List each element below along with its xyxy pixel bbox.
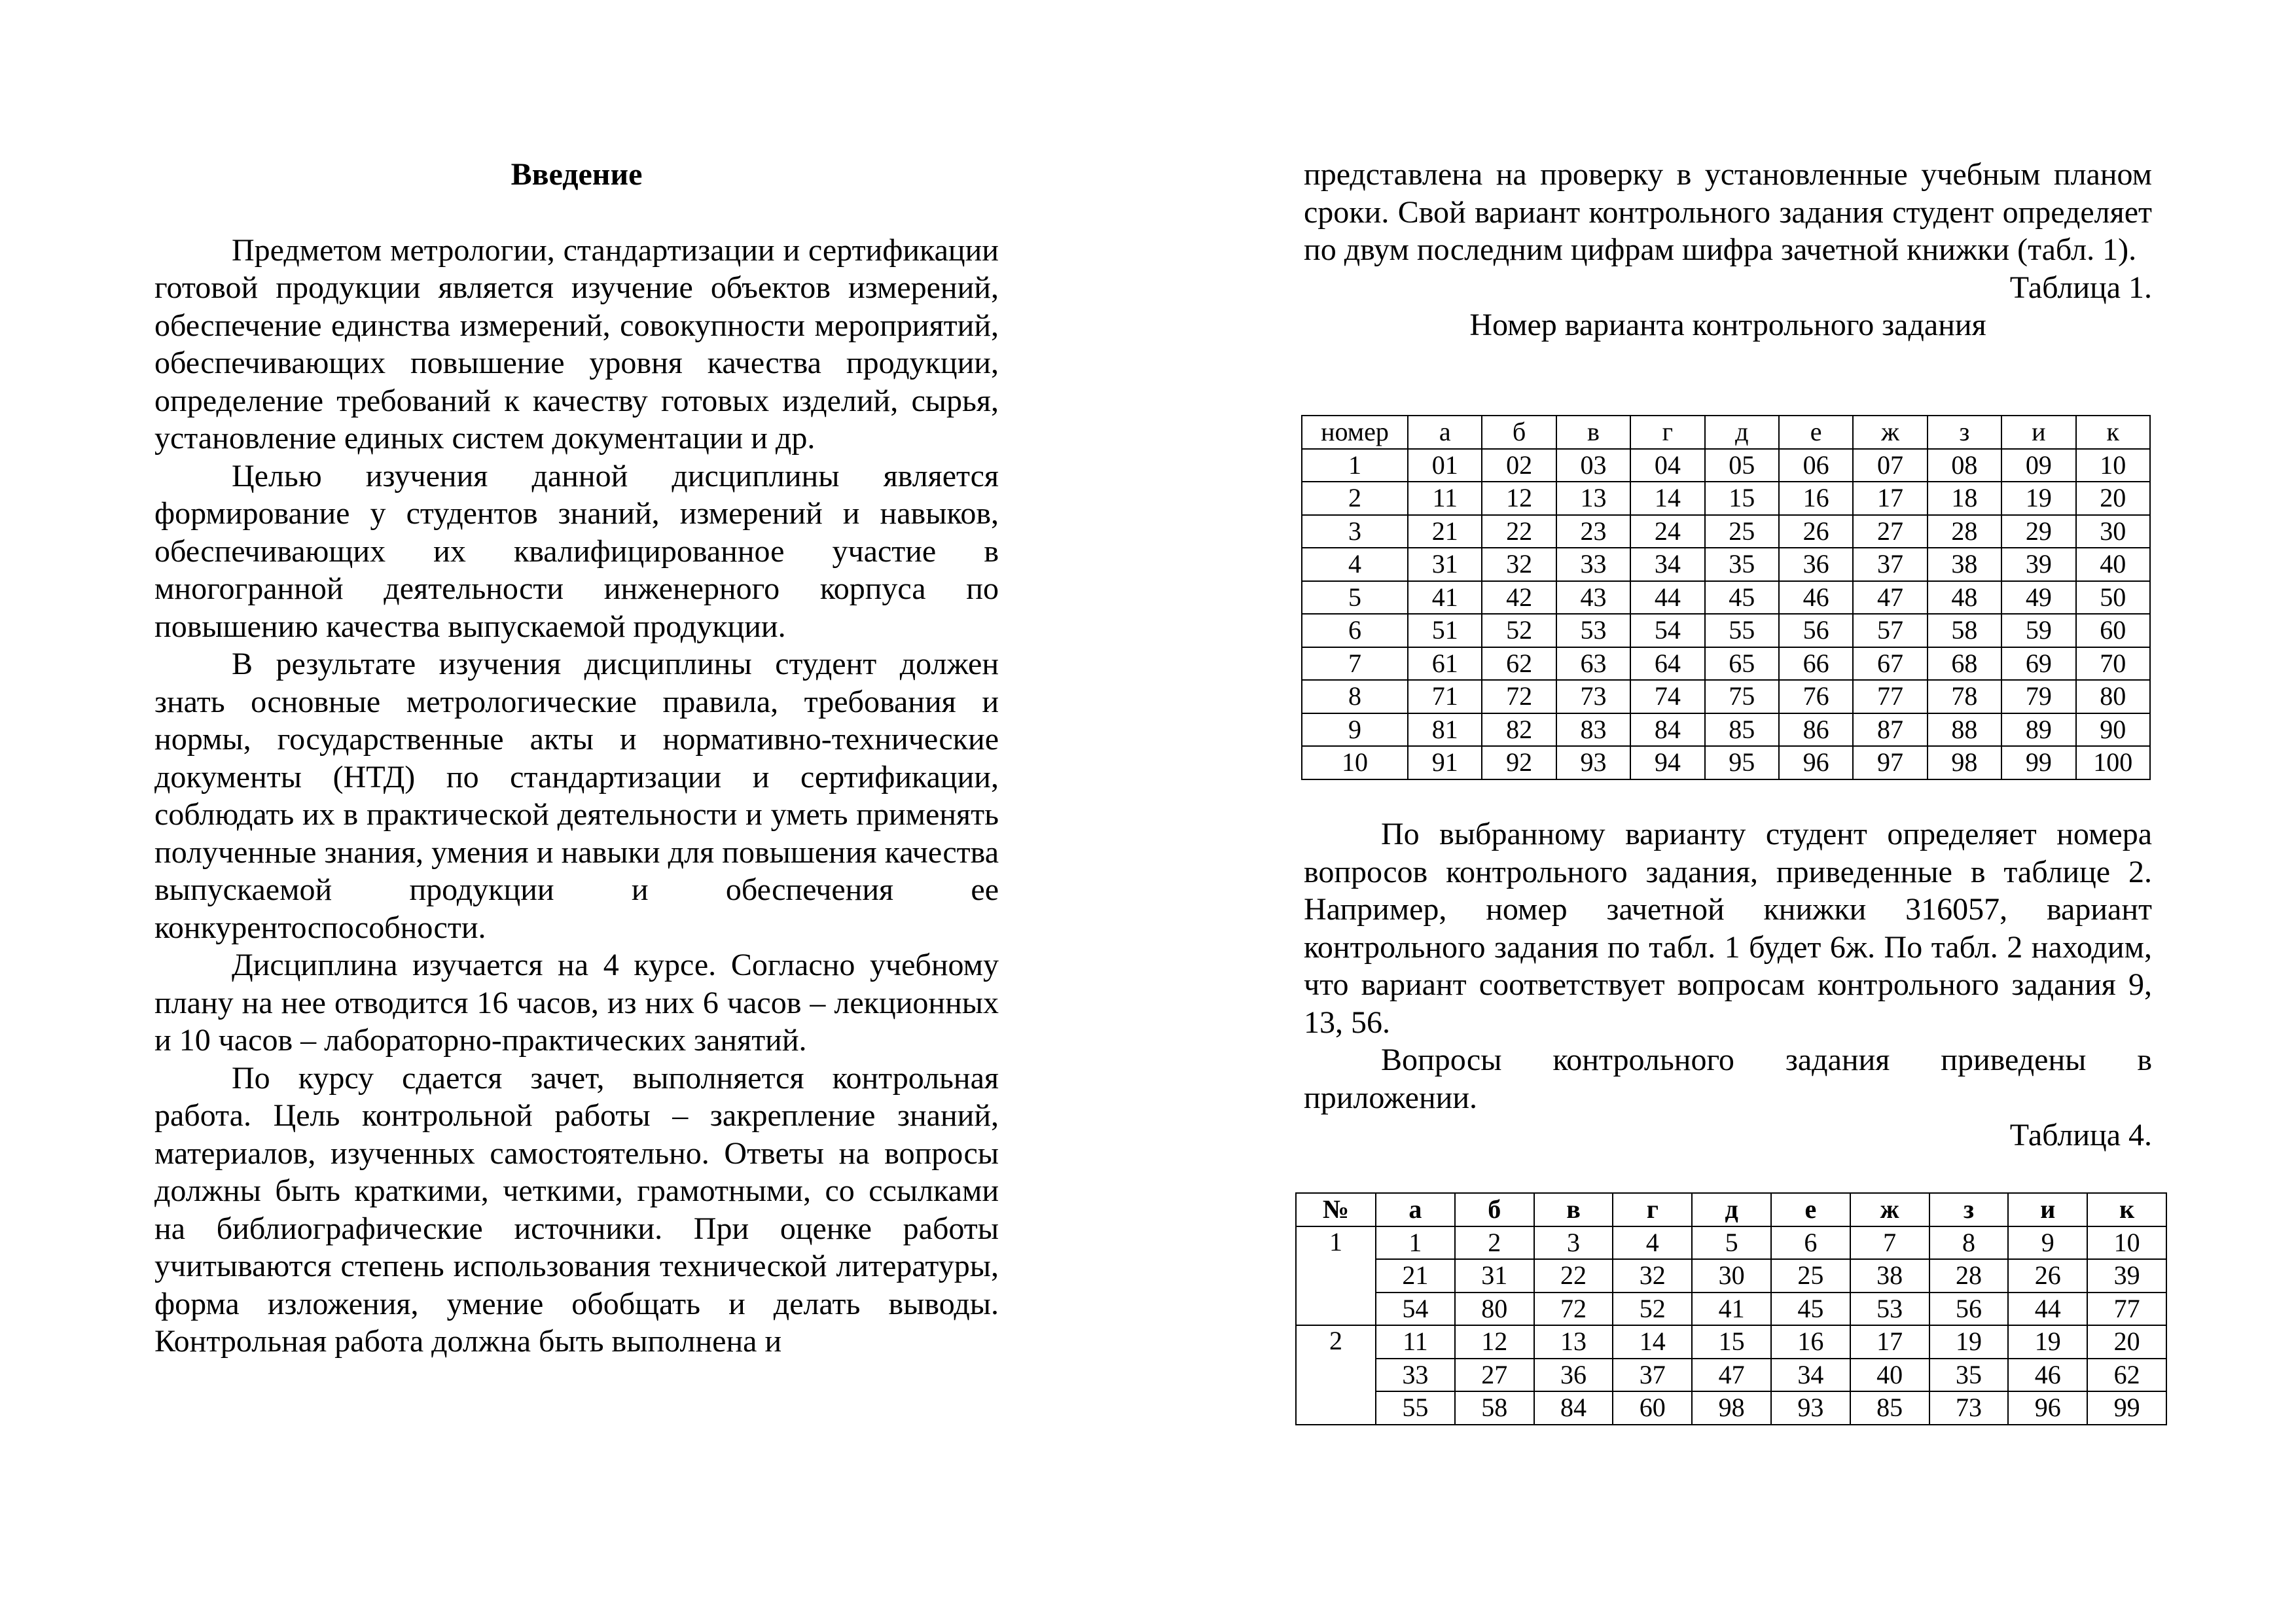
question-cell: 98 [1692,1391,1771,1425]
variant-cell: 100 [2076,746,2150,779]
table-row [1302,581,2150,615]
left-column [154,156,999,1361]
question-cell: 38 [1850,1259,1929,1293]
row-number-cell: 8 [1302,680,1408,713]
variant-cell: 31 [1408,548,1482,581]
variant-number-table [1301,415,2151,780]
question-cell: 3 [1534,1226,1613,1260]
variant-cell: 20 [2076,482,2150,515]
paragraph-choice: По выбранному варианту студент определяет номера вопросов контрольного задания, приведенные в таблице 2. Например, номер зачетной книжки 316057, вариант контрольного задания по табл. 1 будет 6ж. По табл. 2 находим, что вариант соответствует вопросам контрольного задания 9, 13, 56. [1304,817,2152,1040]
variant-cell: 50 [2076,581,2150,615]
group-number-cell: 2 [1296,1325,1376,1425]
variant-cell: 54 [1630,614,1704,647]
question-cell: 5 [1692,1226,1771,1260]
paragraph-hours: Дисциплина изучается на 4 курсе. Согласно учебному плану на нее отводится 16 часов, из них 6 часов – лекционных и 10 часов – лабораторно-практических занятий. [154,948,999,1058]
variant-cell: 63 [1556,647,1630,681]
variant-cell: 18 [1928,482,2001,515]
table4-header-cell: е [1771,1193,1850,1226]
variant-cell: 30 [2076,515,2150,548]
variant-cell: 78 [1928,680,2001,713]
table-row [1302,482,2150,515]
variant-cell: 92 [1482,746,1556,779]
table-row [1296,1391,2166,1425]
variant-cell: 75 [1705,680,1779,713]
variant-cell: 49 [2001,581,2075,615]
variant-cell: 95 [1705,746,1779,779]
question-cell: 11 [1376,1325,1455,1359]
variant-cell: 27 [1853,515,1927,548]
question-cell: 1 [1376,1226,1455,1260]
variant-cell: 11 [1408,482,1482,515]
table1-label: Таблица 1. [2009,270,2152,305]
question-cell: 52 [1613,1293,1692,1326]
right-column-top [1304,156,2152,344]
question-cell: 60 [1613,1391,1692,1425]
variant-cell: 83 [1556,713,1630,747]
variant-cell: 28 [1928,515,2001,548]
variant-cell: 16 [1779,482,1853,515]
question-cell: 33 [1376,1359,1455,1392]
variant-cell: 87 [1853,713,1927,747]
table4-header-cell: в [1534,1193,1613,1226]
question-cell: 96 [2008,1391,2087,1425]
variant-cell: 80 [2076,680,2150,713]
variant-cell: 45 [1705,581,1779,615]
variant-cell: 62 [1482,647,1556,681]
table-row [1302,680,2150,713]
question-cell: 56 [1929,1293,2009,1326]
variant-cell: 69 [2001,647,2075,681]
variant-cell: 22 [1482,515,1556,548]
question-cell: 34 [1771,1359,1850,1392]
table1-caption: Номер варианта контрольного задания [1469,308,1986,342]
table-row [1302,746,2150,779]
variant-cell: 77 [1853,680,1927,713]
question-cell: 19 [2008,1325,2087,1359]
variant-cell: 73 [1556,680,1630,713]
table4-body [1296,1226,2166,1425]
variant-cell: 93 [1556,746,1630,779]
question-cell: 7 [1850,1226,1929,1260]
variant-cell: 56 [1779,614,1853,647]
variant-cell: 68 [1928,647,2001,681]
variant-cell: 29 [2001,515,2075,548]
variant-cell: 21 [1408,515,1482,548]
variant-cell: 72 [1482,680,1556,713]
variant-cell: 76 [1779,680,1853,713]
variant-cell: 43 [1556,581,1630,615]
variant-cell: 35 [1705,548,1779,581]
question-cell: 45 [1771,1293,1850,1326]
table4-header-cell: к [2087,1193,2166,1226]
variant-cell: 24 [1630,515,1704,548]
question-cell: 47 [1692,1359,1771,1392]
question-cell: 20 [2087,1325,2166,1359]
variant-cell: 04 [1630,449,1704,482]
variant-cell: 57 [1853,614,1927,647]
table4-header-cell: а [1376,1193,1455,1226]
question-cell: 44 [2008,1293,2087,1326]
variant-cell: 46 [1779,581,1853,615]
question-cell: 55 [1376,1391,1455,1425]
question-cell: 25 [1771,1259,1850,1293]
variant-cell: 97 [1853,746,1927,779]
variant-cell: 10 [2076,449,2150,482]
variant-cell: 58 [1928,614,2001,647]
question-cell: 10 [2087,1226,2166,1260]
paragraph-subject: Предметом метрологии, стандартизации и сертификации готовой продукции является изучение объектов измерений, обеспечение единства измерений, совокупности мероприятий, обеспечивающих повышение уровня качества продукции, определение требований к качеству готовых изделий, сырья, установление единых систем документации и др. [154,232,999,455]
variant-cell: 19 [2001,482,2075,515]
variant-cell: 01 [1408,449,1482,482]
paragraph-goal: Целью изучения данной дисциплины является формирование у студентов знаний, измерений и навыков, обеспечивающих их квалифицированное участие в многогранной деятельности инженерного корпуса по повышению качества выпускаемой продукции. [154,458,999,644]
paragraph-intro: представлена на проверку в установленные учебным планом сроки. Свой вариант контрольного задания студент определяет по двум последним цифрам шифра зачетной книжки (табл. 1). [1304,157,2152,267]
variant-cell: 82 [1482,713,1556,747]
question-cell: 37 [1613,1359,1692,1392]
table-row [1302,548,2150,581]
variant-cell: 26 [1779,515,1853,548]
question-cell: 28 [1929,1259,2009,1293]
variant-cell: 47 [1853,581,1927,615]
table4-header-cell: з [1929,1193,2009,1226]
variant-cell: 02 [1482,449,1556,482]
paragraph-assessment: По курсу сдается зачет, выполняется контрольная работа. Цель контрольной работы – закрепление знаний, материалов, изученных самостоятельно. Ответы на вопросы должны быть краткими, четкими, грамотными, со ссылками на библиографические источники. При оценке работы учитываются степень использования технической литературы, форма изложения, умение обобщать и делать выводы. Контрольная работа должна быть выполнена и [154,1060,999,1359]
question-cell: 62 [2087,1359,2166,1392]
row-number-cell: 7 [1302,647,1408,681]
row-number-cell: 2 [1302,482,1408,515]
variant-cell: 74 [1630,680,1704,713]
variant-cell: 39 [2001,548,2075,581]
row-number-cell: 6 [1302,614,1408,647]
table4-header-cell: г [1613,1193,1692,1226]
question-cell: 77 [2087,1293,2166,1326]
question-numbers-table [1295,1192,2167,1425]
question-cell: 46 [2008,1359,2087,1392]
question-cell: 80 [1455,1293,1534,1326]
variant-cell: 67 [1853,647,1927,681]
variant-cell: 03 [1556,449,1630,482]
variant-cell: 70 [2076,647,2150,681]
question-cell: 2 [1455,1226,1534,1260]
question-cell: 39 [2087,1259,2166,1293]
table1-header-cell: номер [1302,416,1408,449]
table-row [1296,1325,2166,1359]
variant-cell: 51 [1408,614,1482,647]
table1-header-cell: в [1556,416,1630,449]
table1-header-cell: а [1408,416,1482,449]
variant-cell: 14 [1630,482,1704,515]
question-cell: 22 [1534,1259,1613,1293]
variant-cell: 64 [1630,647,1704,681]
question-cell: 41 [1692,1293,1771,1326]
variant-cell: 48 [1928,581,2001,615]
variant-cell: 13 [1556,482,1630,515]
variant-cell: 12 [1482,482,1556,515]
row-number-cell: 4 [1302,548,1408,581]
paragraph-questions: Вопросы контрольного задания приведены в приложении. [1304,1043,2152,1115]
question-cell: 54 [1376,1293,1455,1326]
question-cell: 32 [1613,1259,1692,1293]
variant-cell: 32 [1482,548,1556,581]
variant-cell: 60 [2076,614,2150,647]
question-cell: 26 [2008,1259,2087,1293]
table-row [1302,647,2150,681]
variant-cell: 53 [1556,614,1630,647]
variant-cell: 23 [1556,515,1630,548]
table4-label: Таблица 4. [2009,1118,2152,1152]
table1-header-cell: е [1779,416,1853,449]
question-cell: 30 [1692,1259,1771,1293]
question-cell: 35 [1929,1359,2009,1392]
question-cell: 58 [1455,1391,1534,1425]
table1-header-cell: ж [1853,416,1927,449]
question-cell: 21 [1376,1259,1455,1293]
variant-cell: 90 [2076,713,2150,747]
question-cell: 9 [2008,1226,2087,1260]
table-row [1302,713,2150,747]
question-cell: 8 [1929,1226,2009,1260]
row-number-cell: 1 [1302,449,1408,482]
row-number-cell: 10 [1302,746,1408,779]
right-column-middle [1304,815,2152,1154]
table4-header-cell: д [1692,1193,1771,1226]
variant-cell: 34 [1630,548,1704,581]
table1-body [1302,449,2150,779]
variant-cell: 61 [1408,647,1482,681]
variant-cell: 79 [2001,680,2075,713]
variant-cell: 15 [1705,482,1779,515]
table4-header-cell: № [1296,1193,1376,1226]
variant-cell: 40 [2076,548,2150,581]
question-cell: 53 [1850,1293,1929,1326]
variant-cell: 17 [1853,482,1927,515]
variant-cell: 08 [1928,449,2001,482]
variant-cell: 42 [1482,581,1556,615]
question-cell: 4 [1613,1226,1692,1260]
table-row [1296,1359,2166,1392]
variant-cell: 99 [2001,746,2075,779]
question-cell: 93 [1771,1391,1850,1425]
question-cell: 17 [1850,1325,1929,1359]
page-title: Введение [511,157,643,192]
question-cell: 72 [1534,1293,1613,1326]
row-number-cell: 3 [1302,515,1408,548]
variant-cell: 44 [1630,581,1704,615]
question-cell: 84 [1534,1391,1613,1425]
table1-header-cell: и [2001,416,2075,449]
table1-header-cell: к [2076,416,2150,449]
paragraph-outcome: В результате изучения дисциплины студент должен знать основные метрологические правила, требования и нормы, государственные акты и нормативно-технические документы (НТД) по стандартизации и сертификации, соблюдать их в практической деятельности и уметь применять полученные знания, умения и навыки для повышения качества выпускаемой продукции и обеспечения ее конкурентоспособности. [154,647,999,945]
question-cell: 36 [1534,1359,1613,1392]
table4-header-cell: и [2008,1193,2087,1226]
variant-cell: 98 [1928,746,2001,779]
table1-header-cell: д [1705,416,1779,449]
variant-cell: 96 [1779,746,1853,779]
variant-cell: 85 [1705,713,1779,747]
variant-cell: 09 [2001,449,2075,482]
question-cell: 13 [1534,1325,1613,1359]
question-cell: 12 [1455,1325,1534,1359]
question-cell: 16 [1771,1325,1850,1359]
question-cell: 19 [1929,1325,2009,1359]
table-row [1302,515,2150,548]
variant-cell: 52 [1482,614,1556,647]
variant-cell: 25 [1705,515,1779,548]
table-row [1296,1226,2166,1260]
question-cell: 85 [1850,1391,1929,1425]
table-row [1296,1293,2166,1326]
question-cell: 14 [1613,1325,1692,1359]
variant-cell: 37 [1853,548,1927,581]
table1-header-row [1302,416,2150,449]
variant-cell: 86 [1779,713,1853,747]
question-cell: 40 [1850,1359,1929,1392]
variant-cell: 84 [1630,713,1704,747]
table4-header-cell: ж [1850,1193,1929,1226]
question-cell: 31 [1455,1259,1534,1293]
variant-cell: 81 [1408,713,1482,747]
variant-cell: 36 [1779,548,1853,581]
variant-cell: 88 [1928,713,2001,747]
variant-cell: 55 [1705,614,1779,647]
variant-cell: 05 [1705,449,1779,482]
table1-header-cell: з [1928,416,2001,449]
table4-header-row [1296,1193,2166,1226]
table1-header-cell: г [1630,416,1704,449]
table1-header-cell: б [1482,416,1556,449]
variant-cell: 38 [1928,548,2001,581]
table-row [1302,449,2150,482]
variant-cell: 91 [1408,746,1482,779]
variant-cell: 65 [1705,647,1779,681]
question-cell: 27 [1455,1359,1534,1392]
variant-cell: 07 [1853,449,1927,482]
table-row [1302,614,2150,647]
group-number-cell: 1 [1296,1226,1376,1326]
question-cell: 6 [1771,1226,1850,1260]
row-number-cell: 5 [1302,581,1408,615]
variant-cell: 33 [1556,548,1630,581]
variant-cell: 89 [2001,713,2075,747]
question-cell: 73 [1929,1391,2009,1425]
variant-cell: 66 [1779,647,1853,681]
variant-cell: 06 [1779,449,1853,482]
table-row [1296,1259,2166,1293]
row-number-cell: 9 [1302,713,1408,747]
variant-cell: 41 [1408,581,1482,615]
variant-cell: 94 [1630,746,1704,779]
right-page [1148,0,2296,1623]
question-cell: 15 [1692,1325,1771,1359]
table4-header-cell: б [1455,1193,1534,1226]
variant-cell: 59 [2001,614,2075,647]
question-cell: 99 [2087,1391,2166,1425]
variant-cell: 71 [1408,680,1482,713]
